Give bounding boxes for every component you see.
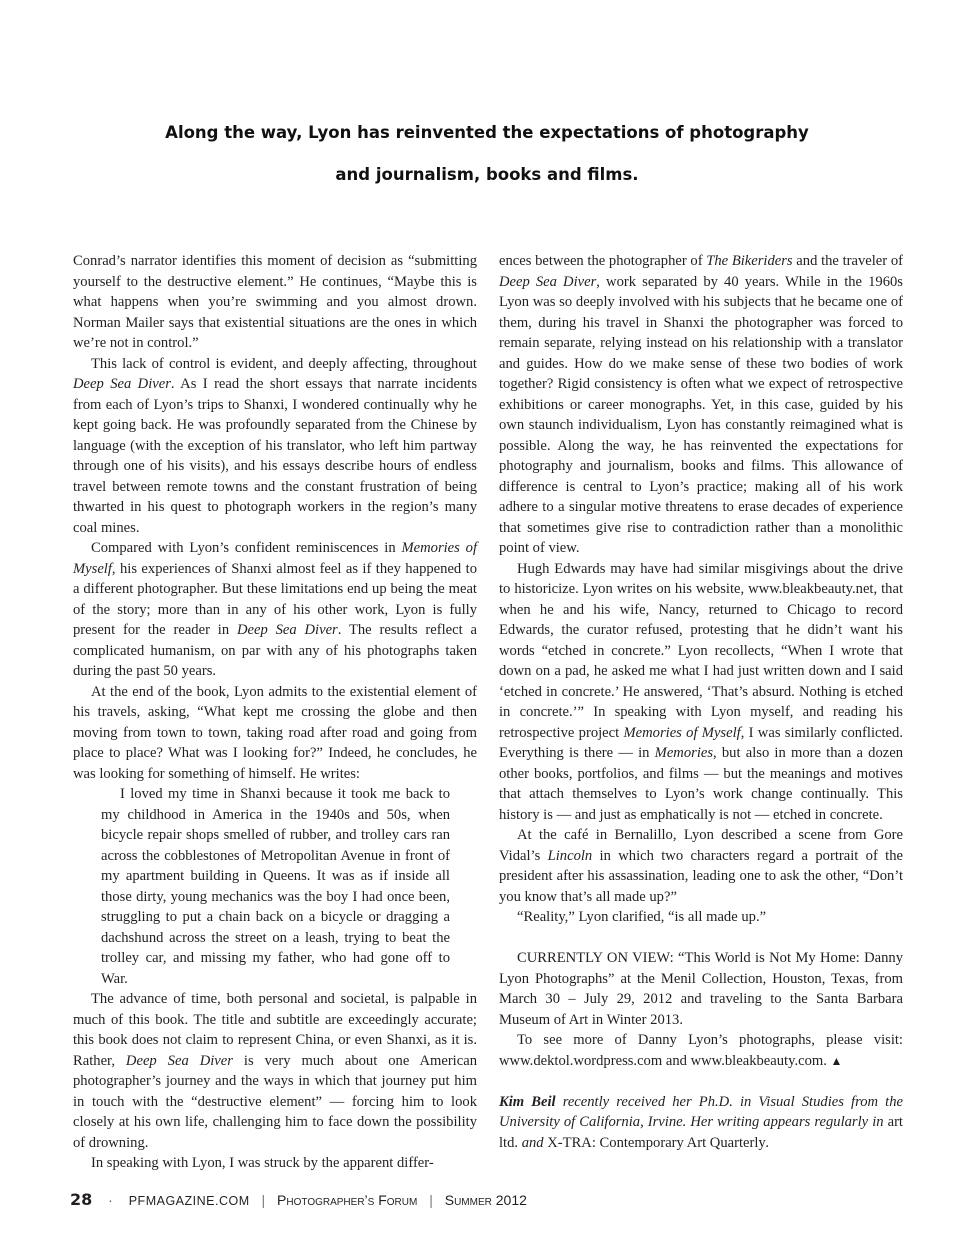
- paragraph: The advance of time, both personal and societal, is palpable in much of this book. The title and subtitle are exceedingly accurate; this book does not claim to represent China, or even Shanxi, as it is. Rather, Deep Sea Diver is very much about one American photographer’s journey and the ways in which that journey put him in touch with the “destructive element” — forcing him to look closely at his own life, challenging him to face down the possibility of drowning.: [73, 991, 477, 1151]
- book-title: Memories of Myself: [623, 724, 741, 741]
- footer-magazine: Photographer’s Forum: [277, 1192, 418, 1208]
- footer-separator: |: [261, 1192, 266, 1208]
- book-title: The Bikeriders: [706, 253, 793, 269]
- pull-quote: [100, 112, 874, 196]
- paragraph: At the end of the book, Lyon admits to the existential element of his travels, asking, “What kept me crossing the globe and then moving from town to town, taking road after road and going from place to place? What was I looking for?” Indeed, he concludes, he was looking for something of himself. He writes:: [73, 683, 477, 782]
- paragraph: “Reality,” Lyon clarified, “is all made up.”: [517, 909, 767, 925]
- paragraph: Hugh Edwards may have had similar misgivings about the drive to historicize. Lyon writes on his website, www.bleakbeauty.net, that when he and his wife, Nancy, returned to Chicago to record Edwards, the curator refused, protesting that he didn’t want his words “etched in concrete.” Lyon recollects, “When I wrote that down on a pad, he asked me what I had just written down and I said ‘etched in concrete.’ He answered, ‘That’s absurd. Nothing is etched in concrete.’” In speaking with Lyon myself, and reading his retrospective project Memories of Myself, I was similarly conflicted. Everything is there — in Memories, but also in more than a dozen other books, portfolios, and films — but the meanings and motives that attach themselves to Lyon’s work change continually. This history is — and just as emphatically is not — etched in concrete.: [499, 560, 903, 823]
- book-title: Deep Sea Diver: [73, 376, 171, 392]
- page-footer: [70, 1190, 527, 1209]
- publication-name: X-TRA: Contemporary Art Quarterly: [547, 1134, 766, 1151]
- book-title: Deep Sea Diver: [236, 622, 338, 638]
- paragraph: This lack of control is evident, and deeply affecting, throughout Deep Sea Diver. As I read the short essays that narrate incidents from each of Lyon’s trips to Shanxi, I wondered continually why he kept going back. He was profoundly separated from the Chinese by language (with the exception of his translator, who left him partway through one of his visits), and his essays describe hours of endless travel between remote towns and the constant frustration of being thwarted in his quest to photograph workers in the region’s many coal mines.: [73, 355, 478, 536]
- author-name: Kim Beil: [499, 1093, 556, 1110]
- exhibition-notice: CURRENTLY ON VIEW: “This World is Not My Home: Danny Lyon Photographs” at the Menil Collection, Houston, Texas, from March 30 – July 29, 2012 and traveling to the Santa Barbara Museum of Art in Winter 2013.: [499, 950, 903, 1028]
- footer-site: PFMAGAZINE.COM: [128, 1194, 250, 1208]
- paragraph: Compared with Lyon’s confident reminiscences in Memories of Myself, his experiences of Shanxi almost feel as if they happened to a different photographer. But these limitations end up being the meat of the story; more than in any of his other work, Lyon is fully present for the reader in Deep Sea Diver. The results reflect a complicated humanism, on par with any of his photographs taken during the past 50 years.: [73, 540, 477, 679]
- book-title: Deep Sea Diver: [499, 273, 597, 290]
- footer-dot: ·: [108, 1192, 113, 1208]
- page-number: 28: [70, 1190, 93, 1209]
- author-bio: Kim Beil recently received her Ph.D. in Visual Studies from the University of California, Irvine. Her writing appears regularly in art ltd. and X-TRA: Contemporary Art Quarterly.: [499, 1093, 903, 1151]
- book-title: Deep Sea Diver: [125, 1052, 233, 1069]
- paragraph: At the café in Bernalillo, Lyon described a scene from Gore Vidal’s Lincoln in which two characters regard a portrait of the president after his assassination, leading one to ask the other, “Don’t you know that’s all made up?”: [499, 827, 903, 905]
- left-column: [73, 251, 477, 1174]
- book-title: Memories: [654, 745, 714, 761]
- paragraph: ences between the photographer of The Bikeriders and the traveler of Deep Sea Diver, work separated by 40 years. While in the 1960s Lyon was so deeply involved with his subjects that he became one of them, during his travel in Shanxi the photographer was forced to remain separate, relying instead on his relationship with a translator and guides. How do we make sense of these two bodies of work together? Rigid consistency is often what we expect of retrospective exhibitions or career monographs. Yet, in this case, guided by his own staunch individualism, Lyon has constantly reimagined what is possible. Along the way, he has reinvented the expectations for photography and journalism, books and films. This allowance of difference is central to Lyon’s practice; making all of his work adhere to a singular motive threatens to erase decades of experience that sometimes give rise to contradiction rather than a monolithic point of view.: [499, 253, 903, 556]
- footer-issue: Summer 2012: [444, 1192, 527, 1208]
- end-mark-icon: ▲: [830, 1053, 843, 1068]
- publication-name: art ltd.: [499, 1114, 903, 1151]
- book-title: Memories of Myself: [73, 540, 477, 577]
- paragraph: In speaking with Lyon, I was struck by the apparent differ-: [91, 1155, 434, 1171]
- footer-separator: |: [429, 1192, 433, 1208]
- block-quote: I loved my time in Shanxi because it took me back to my childhood in America in the 1940s and 50s, when bicycle repair shops smelled of rubber, and trolley cars ran across the cobblestones of Metropolitan Avenue in front of my apartment building in Queens. It was as if inside all those dirty, young mechanics was the boy I had once been, struggling to put a chain back on a bicycle or dragging a dachshund across the street on a leash, trying to beat the trolley car, and missing my father, who had gone off to War.: [101, 786, 450, 987]
- pull-quote-line-1: Along the way, Lyon has reinvented the expectations of photography: [165, 123, 809, 142]
- paragraph: To see more of Danny Lyon’s photographs, please visit: www.dektol.wordpress.com and www.bleakbeauty.com. ▲: [499, 1032, 903, 1069]
- pull-quote-line-2: and journalism, books and films.: [335, 165, 639, 184]
- right-column: [499, 251, 903, 1153]
- book-title: Lincoln: [547, 847, 593, 864]
- paragraph: Conrad’s narrator identifies this moment of decision as “submitting yourself to the destructive element.” He continues, “Maybe this is what happens when you’re swimming and you almost drown. Norman Mailer says that existential situations are the ones in which we’re not in control.”: [73, 253, 477, 351]
